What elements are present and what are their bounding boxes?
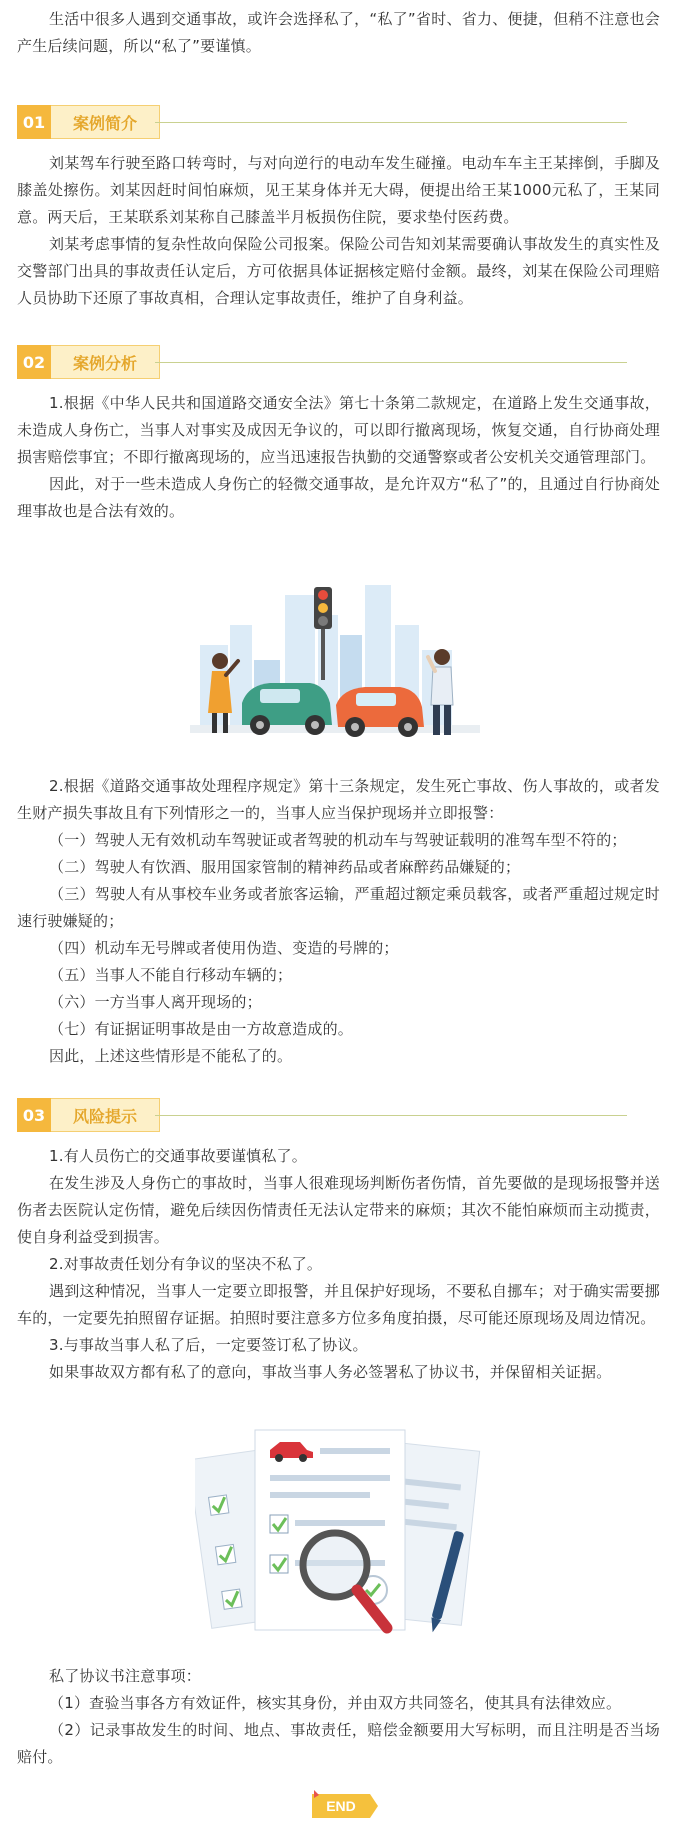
section-title: 案例简介 <box>51 105 160 139</box>
agreement-document-illustration <box>195 1420 485 1650</box>
list-item: （六）一方当事人离开现场的； <box>49 993 262 1011</box>
list-item: （2）记录事故发生的时间、地点、事故责任，赔偿金额要用大写标明，而且注明是否当场赔付。 <box>17 1721 660 1766</box>
list-item: （一）驾驶人无有效机动车驾驶证或者驾驶的机动车与驾驶证载明的准驾车型不符的； <box>49 831 627 849</box>
list-item: （二）驾驶人有饮酒、服用国家管制的精神药品或者麻醉药品嫌疑的； <box>49 858 521 876</box>
paragraph: 因此，上述这些情形是不能私了的。 <box>49 1047 293 1065</box>
section-body-03a <box>17 1143 660 1386</box>
section-divider <box>155 122 627 123</box>
intro-paragraph: 生活中很多人遇到交通事故，或许会选择私了，“私了”省时、省力、便捷，但稍不注意也会产生后续问题，所以“私了”要谨慎。 <box>17 10 660 55</box>
paragraph: 在发生涉及人身伤亡的事故时，当事人很难现场判断伤者伤情，首先要做的是现场报警并送伤者去医院认定伤情，避免后续因伤情责任无法认定带来的麻烦；其次不能怕麻烦而主动揽责，使自身利益受到损害。 <box>17 1174 660 1246</box>
traffic-accident-illustration <box>190 565 480 755</box>
paragraph: 1.根据《中华人民共和国道路交通安全法》第七十条第二款规定，在道路上发生交通事故，未造成人身伤亡，当事人对事实及成因无争议的，可以即行撤离现场，恢复交通，自行协商处理损害赔偿事宜；不即行撤离现场的，应当迅速报告执勤的交通警察或者公安机关交通管理部门。 <box>17 394 660 466</box>
section-body-03b <box>17 1663 660 1771</box>
end-label: END <box>326 1798 356 1814</box>
section-number: 02 <box>17 345 51 379</box>
paragraph: 因此，对于一些未造成人身伤亡的轻微交通事故，是允许双方“私了”的，且通过自行协商处理事故也是合法有效的。 <box>17 475 660 520</box>
end-badge <box>312 1790 378 1822</box>
section-header-03 <box>17 1098 627 1132</box>
paragraph: 刘某驾车行驶至路口转弯时，与对向逆行的电动车发生碰撞。电动车车主王某摔倒，手脚及膝盖处擦伤。刘某因赶时间怕麻烦，见王某身体并无大碍，便提出给王某1000元私了，王某同意。两天后，王某联系刘某称自己膝盖半月板损伤住院，要求垫付医药费。 <box>17 154 660 226</box>
section-header-02 <box>17 345 627 379</box>
list-item: （1）查验当事各方有效证件，核实其身份，并由双方共同签名，使其具有法律效应。 <box>49 1694 622 1712</box>
paragraph: 刘某考虑事情的复杂性故向保险公司报案。保险公司告知刘某需要确认事故发生的真实性及交警部门出具的事故责任认定后，方可依据具体证据核定赔付金额。最终，刘某在保险公司理赔人员协助下还原了事故真相，合理认定事故责任，维护了自身利益。 <box>17 235 660 307</box>
section-divider <box>155 1115 627 1116</box>
section-number: 01 <box>17 105 51 139</box>
paragraph: 遇到这种情况，当事人一定要立即报警，并且保护好现场，不要私自挪车；对于确实需要挪车的，一定要先拍照留存证据。拍照时要注意多方位多角度拍摄，尽可能还原现场及周边情况。 <box>17 1282 660 1327</box>
section-body-02a <box>17 390 660 525</box>
section-header-01 <box>17 105 627 139</box>
list-item: （五）当事人不能自行移动车辆的； <box>49 966 293 984</box>
paragraph: 2.对事故责任划分有争议的坚决不私了。 <box>49 1255 323 1273</box>
section-body-02b <box>17 773 660 1070</box>
list-item: （七）有证据证明事故是由一方故意造成的。 <box>49 1020 354 1038</box>
section-title: 风险提示 <box>51 1098 160 1132</box>
section-number: 03 <box>17 1098 51 1132</box>
paragraph: 私了协议书注意事项： <box>49 1667 202 1685</box>
paragraph: 1.有人员伤亡的交通事故要谨慎私了。 <box>49 1147 307 1165</box>
paragraph: 2.根据《道路交通事故处理程序规定》第十三条规定，发生死亡事故、伤人事故的，或者发生财产损失事故且有下列情形之一的，当事人应当保护现场并立即报警： <box>17 777 660 822</box>
section-divider <box>155 362 627 363</box>
paragraph: 3.与事故当事人私了后，一定要签订私了协议。 <box>49 1336 368 1354</box>
paragraph: 如果事故双方都有私了的意向，事故当事人务必签署私了协议书，并保留相关证据。 <box>49 1363 612 1381</box>
section-title: 案例分析 <box>51 345 160 379</box>
list-item: （三）驾驶人有从事校车业务或者旅客运输，严重超过额定乘员载客，或者严重超过规定时速行驶嫌疑的； <box>17 885 660 930</box>
list-item: （四）机动车无号牌或者使用伪造、变造的号牌的； <box>49 939 399 957</box>
section-body-01 <box>17 150 660 312</box>
